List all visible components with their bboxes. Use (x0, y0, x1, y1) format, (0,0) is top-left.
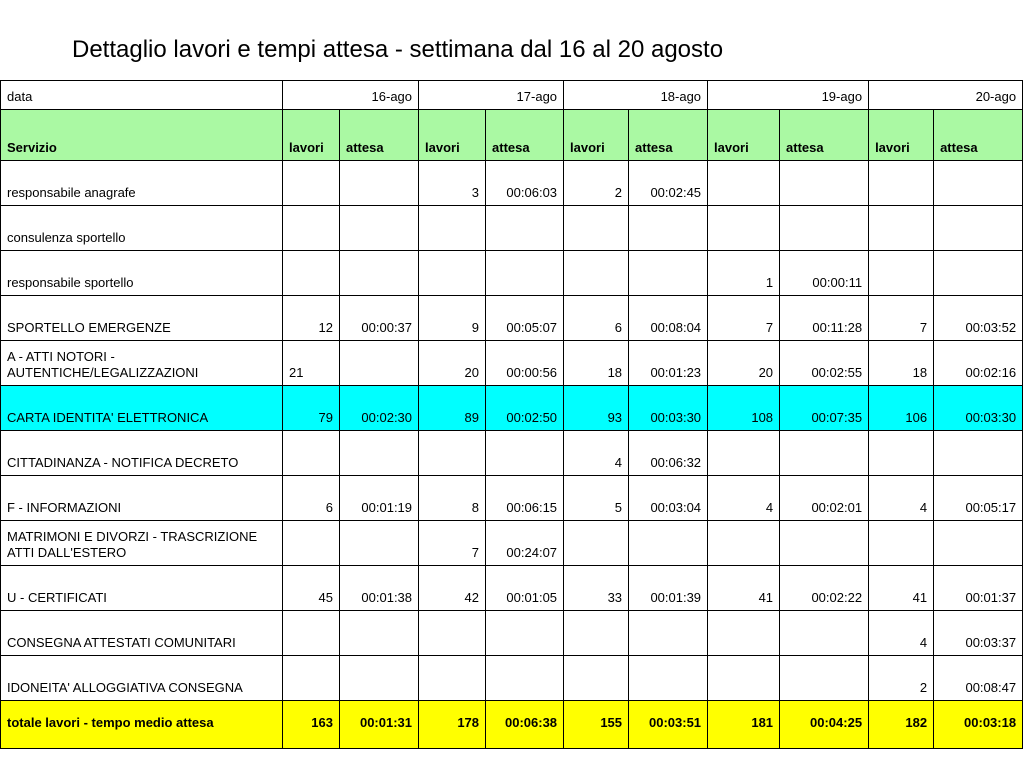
attesa-cell: 00:02:30 (340, 386, 419, 431)
total-attesa-cell: 00:01:31 (340, 701, 419, 749)
work-table (0, 80, 1023, 749)
attesa-header: attesa (934, 110, 1023, 161)
date-header-20: 20-ago (869, 81, 1023, 110)
attesa-header: attesa (486, 110, 564, 161)
lavori-cell (869, 431, 934, 476)
lavori-cell (869, 251, 934, 296)
attesa-cell (934, 521, 1023, 566)
lavori-cell: 7 (708, 296, 780, 341)
attesa-cell (629, 521, 708, 566)
lavori-header: lavori (283, 110, 340, 161)
lavori-cell: 89 (419, 386, 486, 431)
lavori-cell: 4 (564, 431, 629, 476)
total-lavori-cell: 163 (283, 701, 340, 749)
attesa-cell: 00:06:32 (629, 431, 708, 476)
attesa-cell: 00:02:01 (780, 476, 869, 521)
attesa-cell: 00:02:22 (780, 566, 869, 611)
servizio-cell: responsabile anagrafe (1, 161, 283, 206)
table-row (1, 161, 1023, 206)
lavori-cell: 108 (708, 386, 780, 431)
lavori-cell: 41 (869, 566, 934, 611)
table-row (1, 566, 1023, 611)
attesa-cell (340, 611, 419, 656)
attesa-cell (780, 656, 869, 701)
lavori-cell: 20 (708, 341, 780, 386)
lavori-cell: 79 (283, 386, 340, 431)
attesa-cell (486, 431, 564, 476)
attesa-cell: 00:00:37 (340, 296, 419, 341)
total-lavori-cell: 155 (564, 701, 629, 749)
date-label: data (1, 81, 283, 110)
lavori-cell (564, 251, 629, 296)
attesa-cell: 00:02:55 (780, 341, 869, 386)
attesa-cell: 00:02:16 (934, 341, 1023, 386)
attesa-cell: 00:03:30 (629, 386, 708, 431)
servizio-cell: MATRIMONI E DIVORZI - TRASCRIZIONE ATTI DALL'ESTERO (1, 521, 283, 566)
servizio-header: Servizio (1, 110, 283, 161)
page-title: Dettaglio lavori e tempi attesa - settimana dal 16 al 20 agosto (72, 36, 724, 63)
lavori-cell (419, 251, 486, 296)
servizio-cell: CITTADINANZA - NOTIFICA DECRETO (1, 431, 283, 476)
servizio-cell: U - CERTIFICATI (1, 566, 283, 611)
date-header-17: 17-ago (419, 81, 564, 110)
attesa-cell (486, 611, 564, 656)
attesa-cell: 00:01:38 (340, 566, 419, 611)
lavori-cell: 42 (419, 566, 486, 611)
lavori-cell (283, 161, 340, 206)
total-attesa-cell: 00:06:38 (486, 701, 564, 749)
lavori-cell (708, 521, 780, 566)
lavori-cell (419, 611, 486, 656)
lavori-cell: 1 (708, 251, 780, 296)
attesa-cell: 00:11:28 (780, 296, 869, 341)
attesa-cell (934, 251, 1023, 296)
lavori-header: lavori (419, 110, 486, 161)
attesa-cell: 00:06:03 (486, 161, 564, 206)
total-lavori-cell: 182 (869, 701, 934, 749)
servizio-cell: consulenza sportello (1, 206, 283, 251)
lavori-cell: 45 (283, 566, 340, 611)
attesa-cell (934, 206, 1023, 251)
lavori-cell: 6 (564, 296, 629, 341)
attesa-header: attesa (340, 110, 419, 161)
attesa-header: attesa (629, 110, 708, 161)
servizio-cell: CONSEGNA ATTESTATI COMUNITARI (1, 611, 283, 656)
lavori-cell: 93 (564, 386, 629, 431)
date-header-18: 18-ago (564, 81, 708, 110)
attesa-cell: 00:00:11 (780, 251, 869, 296)
lavori-cell: 4 (869, 476, 934, 521)
attesa-cell: 00:24:07 (486, 521, 564, 566)
attesa-cell (340, 431, 419, 476)
lavori-cell (283, 611, 340, 656)
total-label: totale lavori - tempo medio attesa (1, 701, 283, 749)
table-row (1, 386, 1023, 431)
attesa-cell: 00:05:07 (486, 296, 564, 341)
lavori-cell: 7 (869, 296, 934, 341)
lavori-header: lavori (564, 110, 629, 161)
attesa-cell (340, 161, 419, 206)
date-row (1, 81, 1023, 110)
date-header-19: 19-ago (708, 81, 869, 110)
total-row (1, 701, 1023, 749)
attesa-cell (934, 161, 1023, 206)
lavori-cell: 106 (869, 386, 934, 431)
attesa-cell (629, 611, 708, 656)
attesa-cell (780, 611, 869, 656)
lavori-header: lavori (869, 110, 934, 161)
lavori-cell (869, 206, 934, 251)
lavori-cell (419, 206, 486, 251)
table-row (1, 206, 1023, 251)
attesa-cell (340, 656, 419, 701)
lavori-cell: 5 (564, 476, 629, 521)
servizio-cell: A - ATTI NOTORI - AUTENTICHE/LEGALIZZAZIONI (1, 341, 283, 386)
table-row (1, 431, 1023, 476)
attesa-cell (629, 251, 708, 296)
servizio-cell: F - INFORMAZIONI (1, 476, 283, 521)
lavori-cell: 4 (869, 611, 934, 656)
attesa-cell (629, 656, 708, 701)
total-attesa-cell: 00:03:18 (934, 701, 1023, 749)
lavori-cell: 3 (419, 161, 486, 206)
attesa-cell: 00:02:50 (486, 386, 564, 431)
lavori-cell: 33 (564, 566, 629, 611)
lavori-cell: 7 (419, 521, 486, 566)
servizio-cell: IDONEITA' ALLOGGIATIVA CONSEGNA (1, 656, 283, 701)
attesa-cell: 00:03:52 (934, 296, 1023, 341)
attesa-cell (486, 251, 564, 296)
lavori-cell: 6 (283, 476, 340, 521)
attesa-cell: 00:03:04 (629, 476, 708, 521)
lavori-cell (283, 656, 340, 701)
attesa-cell: 00:08:47 (934, 656, 1023, 701)
attesa-cell: 00:03:30 (934, 386, 1023, 431)
lavori-cell (708, 206, 780, 251)
lavori-cell: 2 (564, 161, 629, 206)
attesa-cell: 00:01:05 (486, 566, 564, 611)
total-lavori-cell: 181 (708, 701, 780, 749)
attesa-header: attesa (780, 110, 869, 161)
lavori-cell (708, 161, 780, 206)
total-lavori-cell: 178 (419, 701, 486, 749)
attesa-cell (340, 521, 419, 566)
lavori-cell (869, 161, 934, 206)
attesa-cell: 00:03:37 (934, 611, 1023, 656)
attesa-cell (486, 656, 564, 701)
attesa-cell: 00:01:37 (934, 566, 1023, 611)
lavori-cell (283, 206, 340, 251)
lavori-cell: 4 (708, 476, 780, 521)
attesa-cell (340, 251, 419, 296)
column-header-row (1, 110, 1023, 161)
lavori-cell (283, 251, 340, 296)
lavori-cell (419, 431, 486, 476)
lavori-cell (564, 656, 629, 701)
lavori-cell (283, 431, 340, 476)
total-attesa-cell: 00:04:25 (780, 701, 869, 749)
attesa-cell (934, 431, 1023, 476)
attesa-cell: 00:01:39 (629, 566, 708, 611)
attesa-cell (340, 341, 419, 386)
attesa-cell (629, 206, 708, 251)
lavori-cell (283, 521, 340, 566)
attesa-cell: 00:05:17 (934, 476, 1023, 521)
lavori-header: lavori (708, 110, 780, 161)
lavori-cell: 9 (419, 296, 486, 341)
lavori-cell: 8 (419, 476, 486, 521)
lavori-cell (708, 656, 780, 701)
servizio-cell: SPORTELLO EMERGENZE (1, 296, 283, 341)
attesa-cell: 00:00:56 (486, 341, 564, 386)
servizio-cell: responsabile sportello (1, 251, 283, 296)
table-row (1, 296, 1023, 341)
attesa-cell: 00:07:35 (780, 386, 869, 431)
table-row (1, 251, 1023, 296)
lavori-cell: 18 (869, 341, 934, 386)
lavori-cell: 41 (708, 566, 780, 611)
lavori-cell: 2 (869, 656, 934, 701)
table-row (1, 341, 1023, 386)
table-row (1, 611, 1023, 656)
lavori-cell (708, 431, 780, 476)
table-row (1, 521, 1023, 566)
attesa-cell (340, 206, 419, 251)
lavori-cell: 18 (564, 341, 629, 386)
lavori-cell: 12 (283, 296, 340, 341)
lavori-cell: 20 (419, 341, 486, 386)
attesa-cell: 00:06:15 (486, 476, 564, 521)
attesa-cell: 00:01:19 (340, 476, 419, 521)
attesa-cell (780, 161, 869, 206)
attesa-cell (486, 206, 564, 251)
attesa-cell (780, 521, 869, 566)
lavori-cell (564, 521, 629, 566)
table-row (1, 476, 1023, 521)
lavori-cell (564, 611, 629, 656)
lavori-cell: 21 (283, 341, 340, 386)
attesa-cell: 00:08:04 (629, 296, 708, 341)
lavori-cell (564, 206, 629, 251)
attesa-cell: 00:01:23 (629, 341, 708, 386)
servizio-cell: CARTA IDENTITA' ELETTRONICA (1, 386, 283, 431)
lavori-cell (419, 656, 486, 701)
lavori-cell (708, 611, 780, 656)
lavori-cell (869, 521, 934, 566)
attesa-cell (780, 431, 869, 476)
table-row (1, 656, 1023, 701)
total-attesa-cell: 00:03:51 (629, 701, 708, 749)
attesa-cell (780, 206, 869, 251)
date-header-16: 16-ago (283, 81, 419, 110)
attesa-cell: 00:02:45 (629, 161, 708, 206)
